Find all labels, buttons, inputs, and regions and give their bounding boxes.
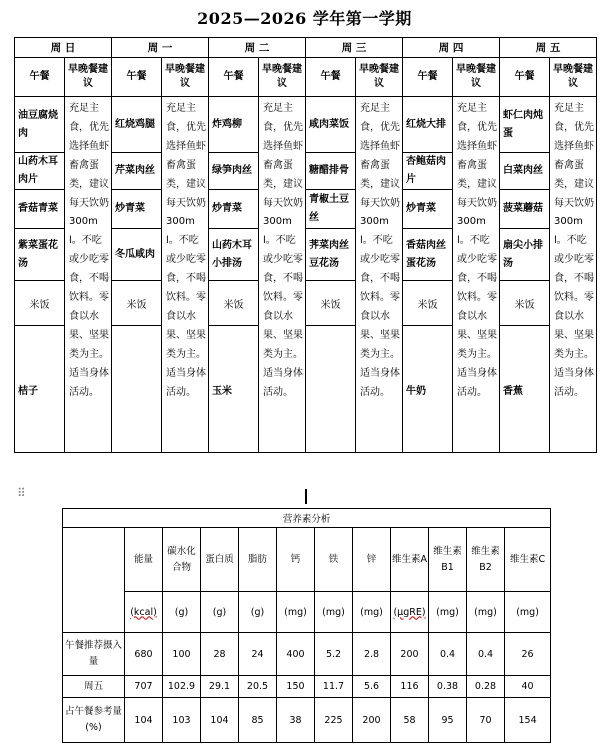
- menu-fruit: 牛奶: [403, 326, 453, 453]
- menu-dish: 红烧鸡腿: [112, 97, 162, 153]
- nutrition-value: 85: [239, 698, 277, 743]
- nutrition-value: 28: [201, 633, 239, 676]
- advice-label: 早晚餐建议: [65, 58, 112, 97]
- day-header: 周 一: [112, 38, 209, 58]
- meal-advice: 充足主食，优先选择鱼虾畜禽蛋类，建议每天饮奶300ml。不吃或少吃零食，不喝饮料。零食以水果、坚果类为主。适当身体活动。: [453, 97, 500, 453]
- menu-fruit: 桔子: [15, 326, 65, 453]
- nutrition-caption: 营养素分析: [63, 509, 551, 528]
- nutrition-value: 0.28: [467, 676, 505, 698]
- nutrient-header: 维生素B1: [429, 528, 467, 592]
- menu-staple: 米饭: [112, 281, 162, 326]
- table-drag-handle-icon[interactable]: ⠿: [17, 486, 26, 500]
- nutrition-value: 150: [277, 676, 315, 698]
- menu-dish: 山药木耳肉片: [15, 153, 65, 190]
- meal-advice: 充足主食，优先选择鱼虾畜禽蛋类，建议每天饮奶300ml。不吃或少吃零食，不喝饮料。零食以水果、坚果类为主。适当身体活动。: [550, 97, 597, 453]
- nutrition-row-label: 周五: [63, 676, 125, 698]
- menu-dish: 香菇青菜: [15, 190, 65, 229]
- menu-dish: 冬瓜咸肉: [112, 229, 162, 281]
- nutrition-row-label: 午餐推荐摄入量: [63, 633, 125, 676]
- advice-label: 早晚餐建议: [259, 58, 306, 97]
- nutrient-unit: (mg): [315, 592, 353, 633]
- day-header: 周 四: [403, 38, 500, 58]
- menu-dish: 虾仁肉炖蛋: [500, 97, 550, 153]
- day-header: 周 五: [500, 38, 597, 58]
- nutrient-header: 碳水化合物: [163, 528, 201, 592]
- nutrient-header: 脂肪: [239, 528, 277, 592]
- text-cursor: [305, 489, 307, 504]
- menu-dish: 杏鲍菇肉片: [403, 153, 453, 190]
- menu-dish: 芹菜肉丝: [112, 153, 162, 190]
- advice-label: 早晚餐建议: [162, 58, 209, 97]
- meal-advice: 充足主食，优先选择鱼虾畜禽蛋类，建议每天饮奶300ml。不吃或少吃零食，不喝饮料。零食以水果、坚果类为主。适当身体活动。: [259, 97, 306, 453]
- nutrient-unit: (mg): [353, 592, 391, 633]
- lunch-label: 午餐: [15, 58, 65, 97]
- menu-dish: 香菇肉丝蛋花汤: [403, 229, 453, 281]
- menu-dish: 油豆腐烧肉: [15, 97, 65, 153]
- meal-advice: 充足主食，优先选择鱼虾畜禽蛋类，建议每天饮奶300ml。不吃或少吃零食，不喝饮料。零食以水果、坚果类为主。适当身体活动。: [65, 97, 112, 453]
- menu-dish: 菠菜蘑菇: [500, 190, 550, 229]
- nutrient-header: 锌: [353, 528, 391, 592]
- menu-fruit: [112, 326, 162, 453]
- nutrition-value: 154: [505, 698, 551, 743]
- nutrition-value: 225: [315, 698, 353, 743]
- menu-staple: 米饭: [209, 281, 259, 326]
- row-label-header: [63, 528, 125, 633]
- day-header: 周 二: [209, 38, 306, 58]
- nutrition-value: 0.4: [467, 633, 505, 676]
- nutrient-unit: (g): [239, 592, 277, 633]
- menu-dish: 青椒土豆丝: [306, 190, 356, 229]
- nutrient-unit: (μgRE): [391, 592, 429, 633]
- nutrient-header: 蛋白质: [201, 528, 239, 592]
- nutrition-value: 26: [505, 633, 551, 676]
- nutrition-value: 38: [277, 698, 315, 743]
- nutrition-value: 5.2: [315, 633, 353, 676]
- nutrient-unit: (mg): [505, 592, 551, 633]
- menu-dish: 炸鸡柳: [209, 97, 259, 153]
- menu-dish: 红烧大排: [403, 97, 453, 153]
- advice-label: 早晚餐建议: [550, 58, 597, 97]
- nutrition-value: 400: [277, 633, 315, 676]
- lunch-label: 午餐: [306, 58, 356, 97]
- menu-dish: 炒青菜: [209, 190, 259, 229]
- menu-staple: 米饭: [500, 281, 550, 326]
- menu-dish: 白菜肉丝: [500, 153, 550, 190]
- nutrient-header: 铁: [315, 528, 353, 592]
- menu-dish: 咸肉菜饭: [306, 97, 356, 153]
- weekly-menu-table: [14, 37, 597, 453]
- menu-staple: 米饭: [403, 281, 453, 326]
- meal-advice: 充足主食，优先选择鱼虾畜禽蛋类，建议每天饮奶300ml。不吃或少吃零食，不喝饮料。零食以水果、坚果类为主。适当身体活动。: [162, 97, 209, 453]
- nutrition-table: [62, 508, 551, 743]
- nutrition-value: 70: [467, 698, 505, 743]
- nutrition-value: 707: [125, 676, 163, 698]
- nutrition-value: 100: [163, 633, 201, 676]
- nutrition-value: 200: [353, 698, 391, 743]
- nutrition-value: 680: [125, 633, 163, 676]
- day-header: 周 三: [306, 38, 403, 58]
- menu-fruit: 玉米: [209, 326, 259, 453]
- menu-fruit: [306, 326, 356, 453]
- nutrition-value: 29.1: [201, 676, 239, 698]
- nutrition-value: 95: [429, 698, 467, 743]
- nutrient-header: 维生素A: [391, 528, 429, 592]
- lunch-label: 午餐: [500, 58, 550, 97]
- nutrition-value: 20.5: [239, 676, 277, 698]
- lunch-label: 午餐: [209, 58, 259, 97]
- menu-staple: 米饭: [306, 281, 356, 326]
- menu-staple: 米饭: [15, 281, 65, 326]
- nutrition-value: 102.9: [163, 676, 201, 698]
- advice-label: 早晚餐建议: [453, 58, 500, 97]
- nutrient-unit: (kcal): [125, 592, 163, 633]
- nutrient-unit: (mg): [467, 592, 505, 633]
- nutrition-value: 24: [239, 633, 277, 676]
- nutrient-unit: (g): [163, 592, 201, 633]
- menu-dish: 扇尖小排汤: [500, 229, 550, 281]
- menu-dish: 绿笋肉丝: [209, 153, 259, 190]
- page-title: 2025—2026 学年第一学期: [197, 9, 412, 28]
- menu-dish: 炒青菜: [112, 190, 162, 229]
- menu-dish: 炒青菜: [403, 190, 453, 229]
- nutrition-value: 116: [391, 676, 429, 698]
- lunch-label: 午餐: [403, 58, 453, 97]
- nutrient-unit: (g): [201, 592, 239, 633]
- menu-dish: 荠菜肉丝豆花汤: [306, 229, 356, 281]
- menu-dish: 紫菜蛋花汤: [15, 229, 65, 281]
- meal-advice: 充足主食，优先选择鱼虾畜禽蛋类，建议每天饮奶300ml。不吃或少吃零食，不喝饮料。零食以水果、坚果类为主。适当身体活动。: [356, 97, 403, 453]
- nutrient-header: 能量: [125, 528, 163, 592]
- menu-dish: 糖醋排骨: [306, 153, 356, 190]
- nutrition-value: 40: [505, 676, 551, 698]
- nutrient-header: 钙: [277, 528, 315, 592]
- advice-label: 早晚餐建议: [356, 58, 403, 97]
- nutrition-value: 0.38: [429, 676, 467, 698]
- nutrient-unit: (mg): [277, 592, 315, 633]
- nutrition-value: 11.7: [315, 676, 353, 698]
- menu-fruit: 香蕉: [500, 326, 550, 453]
- menu-dish: 山药木耳小排汤: [209, 229, 259, 281]
- nutrition-value: 200: [391, 633, 429, 676]
- nutrient-header: 维生素C: [505, 528, 551, 592]
- nutrition-value: 104: [125, 698, 163, 743]
- nutrition-value: 2.8: [353, 633, 391, 676]
- nutrition-value: 0.4: [429, 633, 467, 676]
- nutrition-value: 5.6: [353, 676, 391, 698]
- nutrition-value: 58: [391, 698, 429, 743]
- lunch-label: 午餐: [112, 58, 162, 97]
- nutrition-row-label: 占午餐参考量(%): [63, 698, 125, 743]
- nutrient-header: 维生素B2: [467, 528, 505, 592]
- nutrient-unit: (mg): [429, 592, 467, 633]
- nutrition-value: 103: [163, 698, 201, 743]
- day-header: 周 日: [15, 38, 112, 58]
- nutrition-value: 104: [201, 698, 239, 743]
